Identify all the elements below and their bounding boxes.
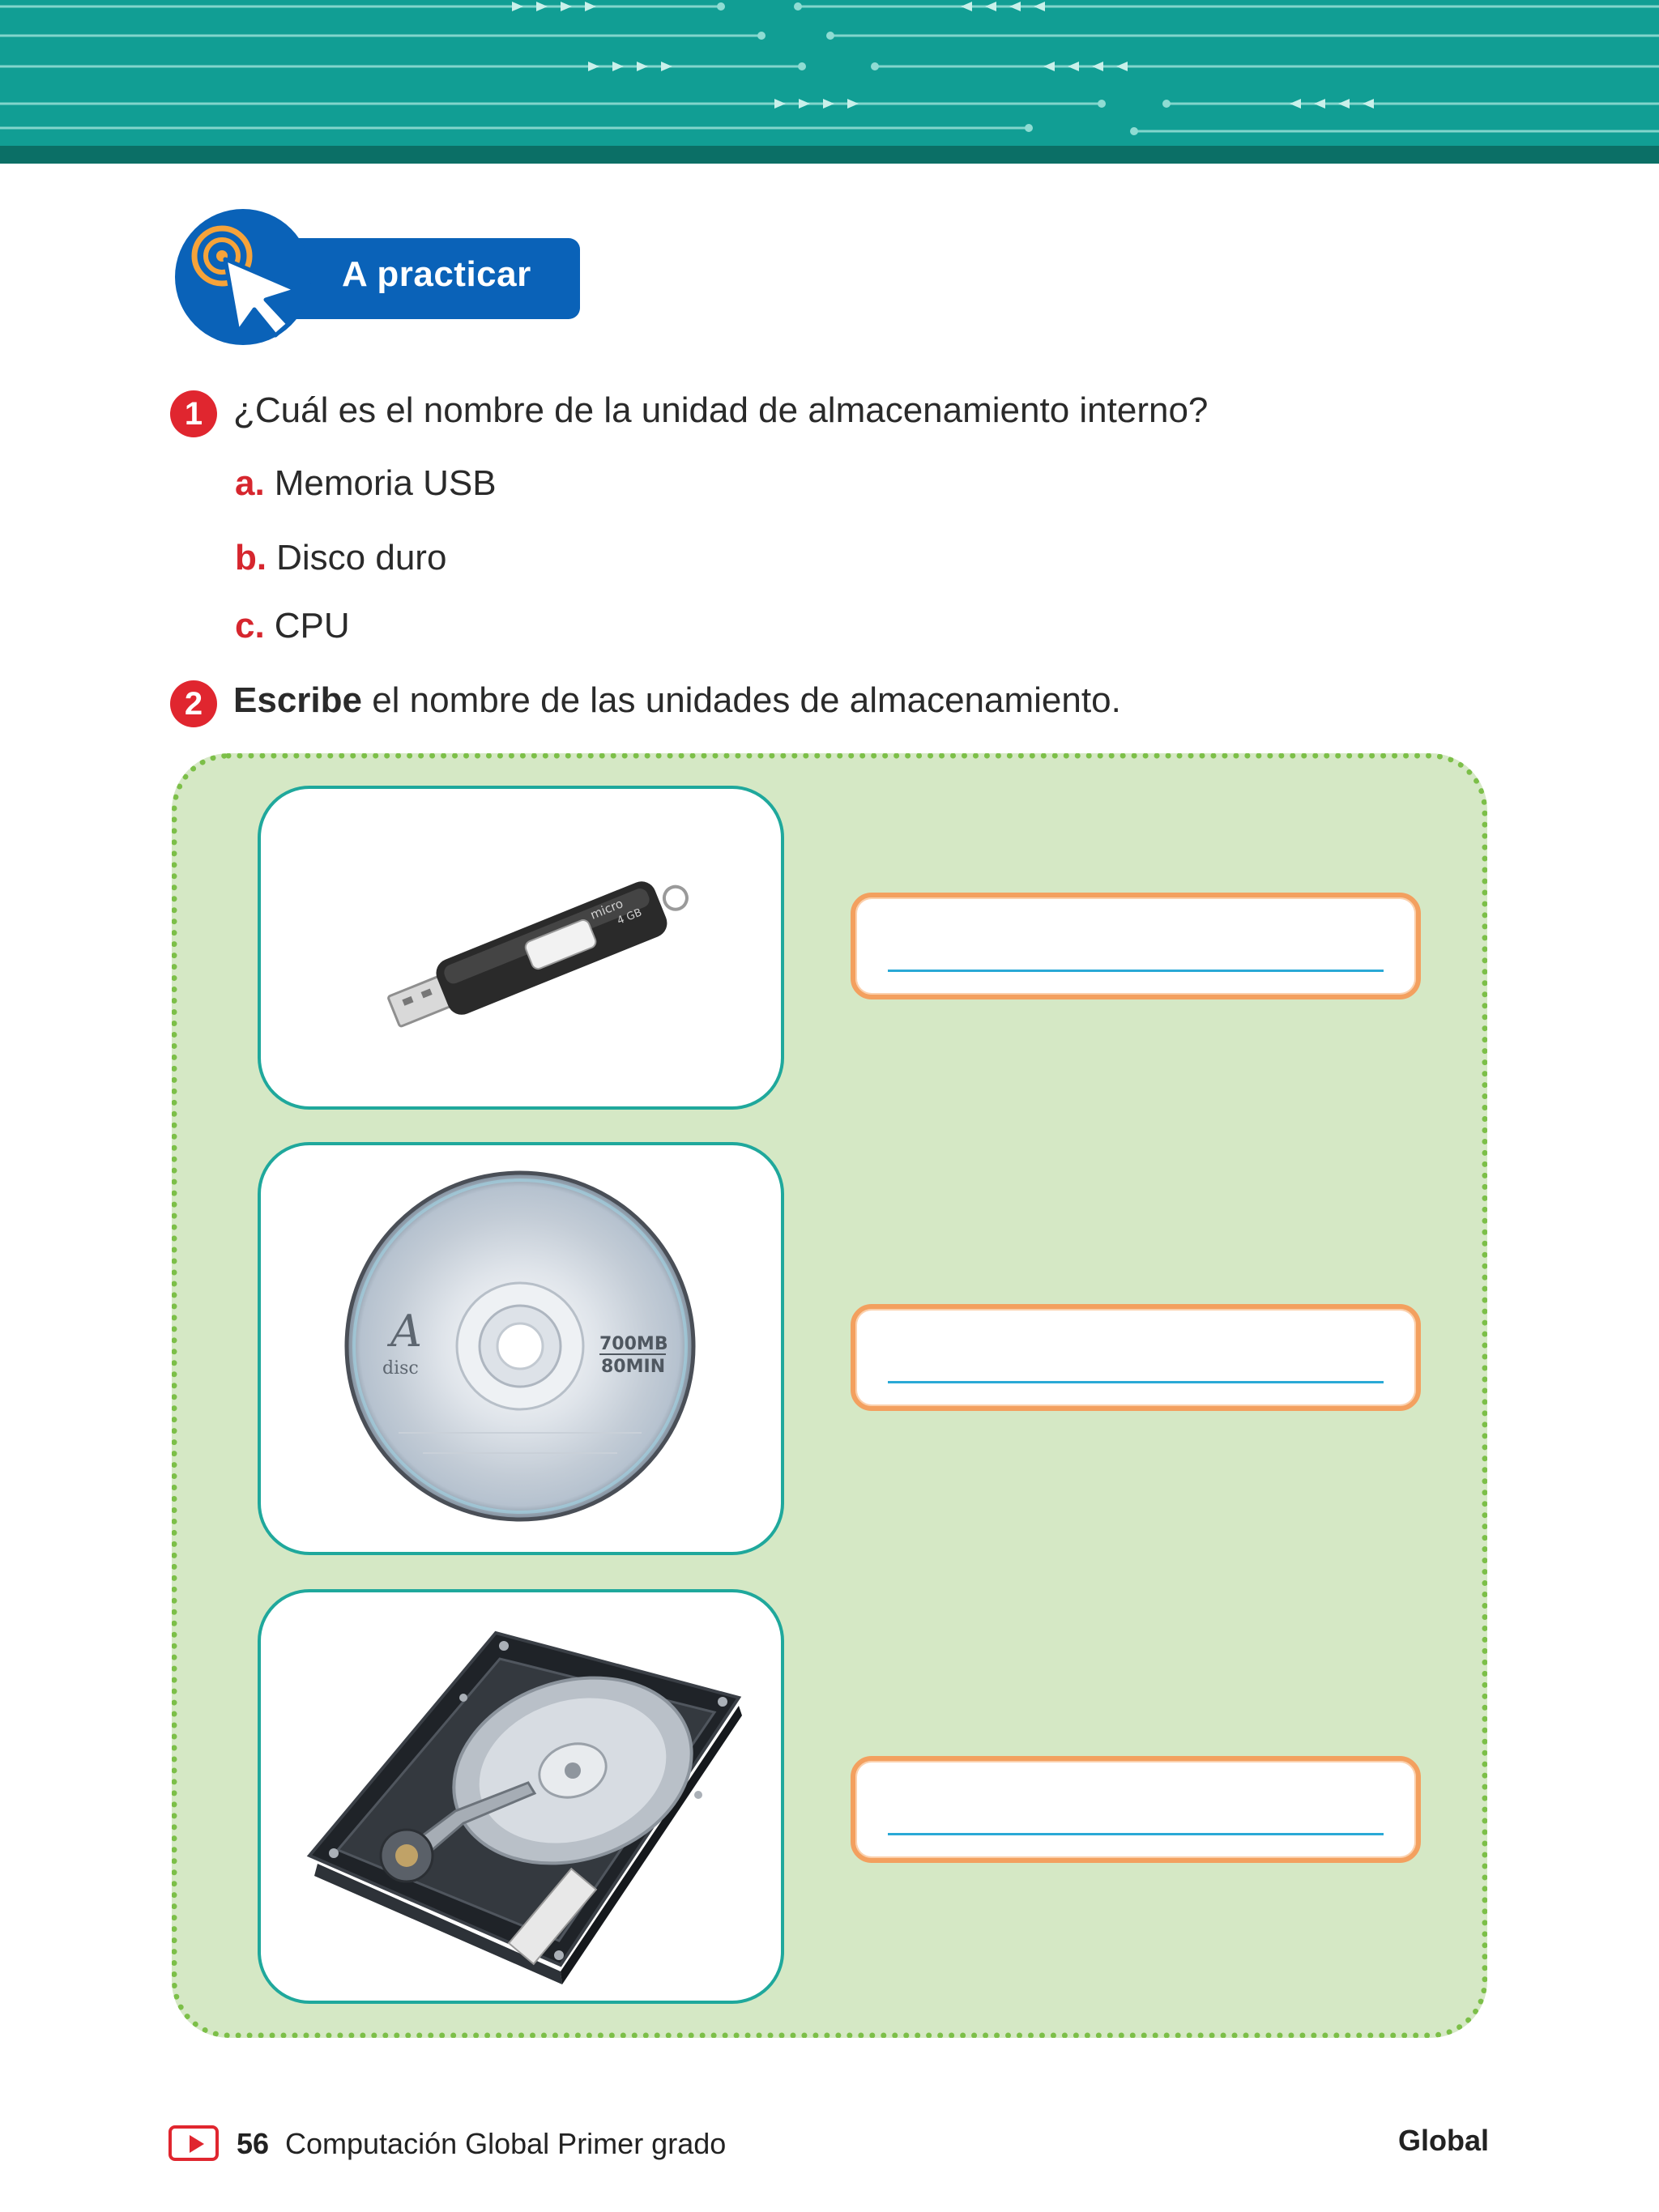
answer-line <box>888 1381 1384 1383</box>
question-number-1: 1 <box>170 390 217 437</box>
question-2-text <box>233 680 1121 721</box>
cd-logo-letter: A <box>390 1306 422 1357</box>
section-badge-circle <box>175 209 311 345</box>
answer-field-3[interactable] <box>851 1756 1421 1863</box>
question-1-text: ¿Cuál es el nombre de la unidad de almacenamiento interno? <box>233 390 1209 430</box>
option-c-text: CPU <box>274 606 350 646</box>
section-badge <box>175 209 580 345</box>
cursor-click-icon <box>175 209 311 345</box>
page-footer <box>168 2124 1489 2169</box>
usb-brand-label: micro <box>588 896 625 923</box>
option-a <box>235 463 497 504</box>
book-title: Computación Global Primer grado <box>285 2127 727 2160</box>
option-c-letter: c. <box>235 606 265 646</box>
page-number: 56 <box>237 2127 270 2160</box>
question-2-rest: el nombre de las unidades de almacenamiento. <box>361 680 1121 720</box>
publisher-brand: Global <box>1397 2124 1489 2157</box>
cd-disc-mark: disc <box>382 1358 419 1379</box>
play-icon[interactable] <box>168 2125 219 2161</box>
question-number-2: 2 <box>170 680 217 727</box>
option-b <box>235 538 446 578</box>
answer-line <box>888 970 1384 972</box>
hard-drive-icon <box>261 1592 784 2004</box>
cd-capacity-label: 700MB <box>599 1334 668 1354</box>
cd-disc-icon <box>261 1145 784 1555</box>
hard-drive-image-card <box>258 1589 784 2004</box>
option-a-text: Memoria USB <box>274 463 497 503</box>
option-a-letter: a. <box>235 463 265 503</box>
option-b-text: Disco duro <box>276 538 447 578</box>
section-title: A practicar <box>342 254 531 294</box>
option-b-letter: b. <box>235 538 267 578</box>
usb-image-card <box>258 786 784 1110</box>
header-band <box>0 0 1659 164</box>
header-bottom-strip <box>0 146 1659 164</box>
cd-image-card <box>258 1142 784 1555</box>
option-c <box>235 606 350 646</box>
circuit-lines-decoration <box>0 0 1659 164</box>
answer-field-2[interactable] <box>851 1304 1421 1411</box>
answer-field-1[interactable] <box>851 893 1421 999</box>
question-2-verb: Escribe <box>233 680 362 720</box>
usb-capacity-label: 4 GB <box>615 906 644 927</box>
usb-drive-icon <box>261 789 784 1110</box>
cd-duration-label: 80MIN <box>601 1357 666 1377</box>
answer-line <box>888 1833 1384 1835</box>
